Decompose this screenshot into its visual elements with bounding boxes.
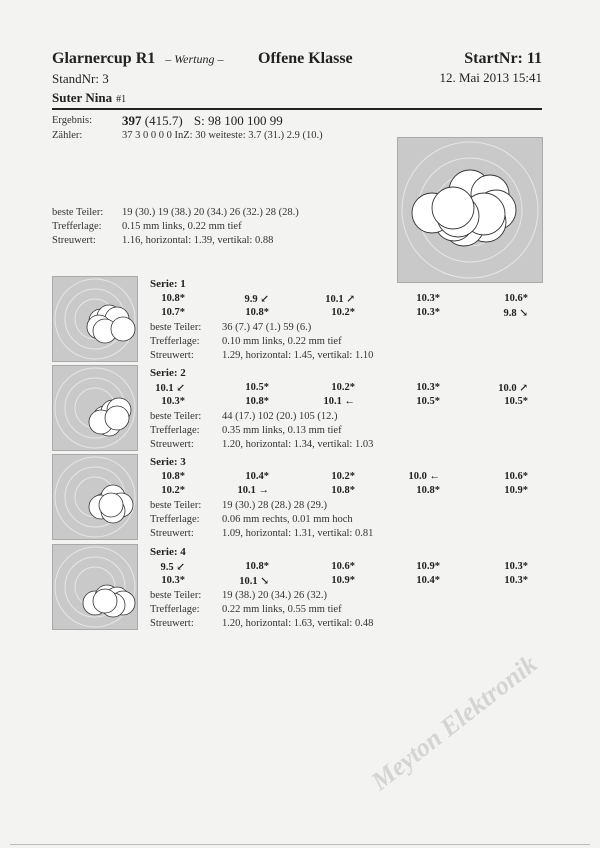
watermark: Meyton Elektronik <box>365 649 543 797</box>
shot-value: 10.9* <box>331 575 355 586</box>
shot-value: 10.5* <box>245 382 269 393</box>
teiler-label: beste Teiler: <box>150 500 202 511</box>
series-scores: S: 98 100 100 99 <box>193 113 283 128</box>
shot-value: 10.0 ↗ <box>498 383 528 394</box>
streuwert-value: 1.16, horizontal: 1.39, vertikal: 0.88 <box>122 235 274 246</box>
shooter-number: #1 <box>116 94 127 105</box>
streuwert-label: Streuwert: <box>150 528 194 539</box>
series-streuwert-value: 1.29, horizontal: 1.45, vertikal: 1.10 <box>222 350 374 361</box>
shot-value: 10.8* <box>245 396 269 407</box>
series-target-image <box>52 454 138 540</box>
streuwert-label: Streuwert: <box>52 235 96 246</box>
shot-value: 10.3* <box>504 575 528 586</box>
shot-value: 10.8* <box>245 561 269 572</box>
shooter <box>52 89 126 107</box>
shot-hole <box>111 317 135 341</box>
header-divider <box>52 108 542 110</box>
series-trefferlage-value: 0.06 mm rechts, 0.01 mm hoch <box>222 514 353 525</box>
ergebnis-label: Ergebnis: <box>52 115 93 126</box>
streuwert-label: Streuwert: <box>150 439 194 450</box>
series-target-image <box>52 544 138 630</box>
shot-value: 10.2* <box>161 485 185 496</box>
shot-value: 10.8* <box>416 485 440 496</box>
series-title: Serie: 2 <box>150 367 186 379</box>
shot-value: 10.4* <box>416 575 440 586</box>
shot-value: 10.1 → <box>237 485 269 496</box>
trefferlage-label: Trefferlage: <box>52 221 102 232</box>
trefferlage-label: Trefferlage: <box>150 336 200 347</box>
page-edge <box>10 844 590 845</box>
series-teiler-value: 19 (30.) 28 (28.) 28 (29.) <box>222 500 327 511</box>
series-teiler-value: 36 (7.) 47 (1.) 59 (6.) <box>222 322 312 333</box>
shot-value: 10.8* <box>161 293 185 304</box>
series-trefferlage-value: 0.22 mm links, 0.55 mm tief <box>222 604 342 615</box>
shot-value: 10.9* <box>416 561 440 572</box>
shot-value: 10.8* <box>161 471 185 482</box>
series-target-image <box>52 276 138 362</box>
shot-value: 10.8* <box>331 485 355 496</box>
series-teiler-value: 44 (17.) 102 (20.) 105 (12.) <box>222 411 338 422</box>
shot-value: 10.2* <box>331 382 355 393</box>
shot-value: 10.5* <box>416 396 440 407</box>
shooter-name: Suter Nina <box>52 90 113 105</box>
teiler-label: beste Teiler: <box>150 411 202 422</box>
shot-value: 10.7* <box>161 307 185 318</box>
trefferlage-label: Trefferlage: <box>150 425 200 436</box>
shot-value: 10.5* <box>504 396 528 407</box>
ergebnis-decimal: (415.7) <box>144 113 183 128</box>
shot-value: 10.6* <box>504 471 528 482</box>
trefferlage-label: Trefferlage: <box>150 514 200 525</box>
series-streuwert-value: 1.20, horizontal: 1.63, vertikal: 0.48 <box>222 618 374 629</box>
shot-value: 10.1 ↘ <box>239 576 269 587</box>
stand-number: StandNr: 3 <box>52 71 109 86</box>
shot-value: 10.9* <box>504 485 528 496</box>
shot-value: 10.3* <box>161 575 185 586</box>
shot-value: 10.1 ↙ <box>155 383 185 394</box>
streuwert-label: Streuwert: <box>150 350 194 361</box>
teiler-label: beste Teiler: <box>150 322 202 333</box>
shot-value: 10.0 ← <box>408 471 440 482</box>
shot-value: 10.6* <box>504 293 528 304</box>
subtitle: – Wertung – <box>165 52 224 66</box>
ergebnis-total: 397 <box>122 113 142 128</box>
date-time: 12. Mai 2013 15:41 <box>439 70 542 85</box>
shot-value: 10.6* <box>331 561 355 572</box>
shot-value: 10.3* <box>416 293 440 304</box>
zaehler-value: 37 3 0 0 0 0 InZ: 30 weiteste: 3.7 (31.) 2.9 (10.) <box>122 130 323 141</box>
series-trefferlage-value: 0.10 mm links, 0.22 mm tief <box>222 336 342 347</box>
teiler-value: 19 (30.) 19 (38.) 20 (34.) 26 (32.) 28 (28.) <box>122 207 299 218</box>
competition-title <box>52 50 224 68</box>
shot-value: 10.3* <box>416 382 440 393</box>
shot-value: 10.1 ↗ <box>325 294 355 305</box>
streuwert-label: Streuwert: <box>150 618 194 629</box>
shot-value: 10.3* <box>504 561 528 572</box>
shot-value: 10.2* <box>331 307 355 318</box>
class-name: Offene Klasse <box>258 50 353 67</box>
series-streuwert-value: 1.09, horizontal: 1.31, vertikal: 0.81 <box>222 528 374 539</box>
ergebnis-value <box>122 113 283 129</box>
shot-value: 10.2* <box>331 471 355 482</box>
series-teiler-value: 19 (38.) 20 (34.) 26 (32.) <box>222 590 327 601</box>
trefferlage-label: Trefferlage: <box>150 604 200 615</box>
series-target-image <box>52 365 138 451</box>
series-title: Serie: 1 <box>150 278 186 290</box>
shot-value: 10.1 ← <box>323 396 355 407</box>
start-number: StartNr: 11 <box>464 50 542 67</box>
trefferlage-value: 0.15 mm links, 0.22 mm tief <box>122 221 242 232</box>
series-title: Serie: 4 <box>150 546 186 558</box>
series-trefferlage-value: 0.35 mm links, 0.13 mm tief <box>222 425 342 436</box>
zaehler-label: Zähler: <box>52 130 83 141</box>
teiler-label: beste Teiler: <box>150 590 202 601</box>
shot-value: 9.5 ↙ <box>160 562 185 573</box>
competition-name: Glarnercup R1 <box>52 50 156 67</box>
shot-value: 10.3* <box>416 307 440 318</box>
shot-hole <box>93 589 117 613</box>
total-target-image <box>397 137 543 283</box>
shot-hole <box>105 406 129 430</box>
series-title: Serie: 3 <box>150 456 186 468</box>
shot-value: 10.4* <box>245 471 269 482</box>
shot-value: 10.8* <box>245 307 269 318</box>
shot-value: 9.8 ↘ <box>503 308 528 319</box>
shot-hole <box>99 493 123 517</box>
series-streuwert-value: 1.20, horizontal: 1.34, vertikal: 1.03 <box>222 439 374 450</box>
shot-value: 9.9 ↙ <box>244 294 269 305</box>
teiler-label: beste Teiler: <box>52 207 104 218</box>
shot-value: 10.3* <box>161 396 185 407</box>
